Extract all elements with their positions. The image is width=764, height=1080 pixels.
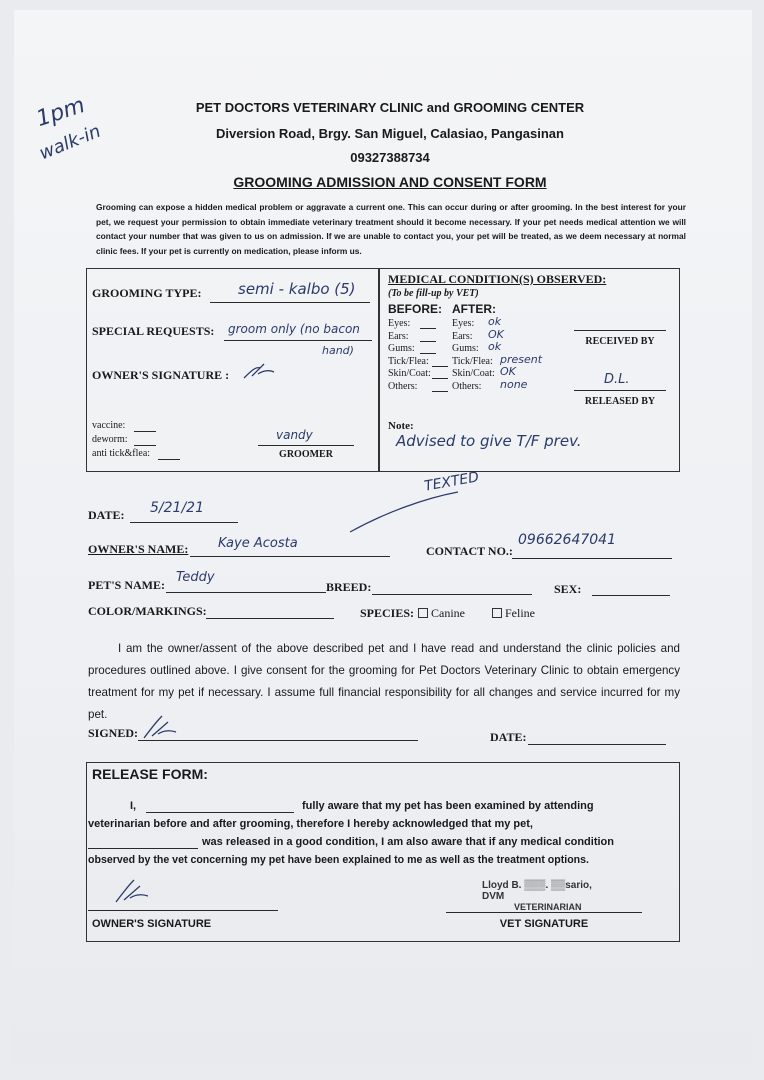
owner-name-value: Kaye Acosta xyxy=(218,536,298,551)
vet-sig-label: VET SIGNATURE xyxy=(499,918,589,930)
medical-title: MEDICAL CONDITION(S) OBSERVED: xyxy=(388,272,607,286)
date-label: DATE: xyxy=(88,508,125,522)
before-line-5 xyxy=(432,391,448,392)
released-line xyxy=(574,390,666,391)
contact-line xyxy=(512,558,672,559)
species-feline[interactable] xyxy=(492,606,535,621)
signed-label: SIGNED: xyxy=(88,726,139,740)
after-label-4: Skin/Coat: xyxy=(452,368,495,379)
before-label-2: Gums: xyxy=(388,343,415,354)
after-label-0: Eyes: xyxy=(452,318,475,329)
canine-label: Canine xyxy=(431,606,465,620)
released-initials: D.L. xyxy=(604,372,630,387)
before-label-0: Eyes: xyxy=(388,318,411,329)
after-value-2: ok xyxy=(488,340,502,353)
before-line-1 xyxy=(420,341,436,342)
after-header: AFTER: xyxy=(452,302,496,316)
antitick-line xyxy=(158,459,180,460)
margin-note-time: 1pm xyxy=(33,92,89,133)
after-value-3: present xyxy=(500,352,543,366)
grooming-type-line xyxy=(210,302,370,303)
special-requests-value-cont: hand) xyxy=(322,344,354,357)
breed-line xyxy=(372,594,532,595)
after-value-1: OK xyxy=(488,327,504,341)
color-label: COLOR/MARKINGS: xyxy=(88,604,207,618)
groomer-label: GROOMER xyxy=(279,449,333,460)
vaccine-label: vaccine: xyxy=(92,420,126,431)
intro-paragraph: Grooming can expose a hidden medical problem or aggravate a current one. This can occur during or after grooming. In the best interest for your pet, we request your permission to obtain immediate veterinary treatment should it become necessary. If your pet needs medical attention we will contact your number that was given to us on admission. If we are unable to contact you, your pet will be treated, as we deem necessary at normal clinic fees. If your pet is currently on medication, please inform us. xyxy=(96,202,686,256)
release-owner-line xyxy=(88,910,278,911)
owner-name-line xyxy=(190,556,390,557)
release-line3: was released in a good condition, I am also aware that if any medical condition xyxy=(202,836,614,848)
release-title: RELEASE FORM: xyxy=(92,766,208,782)
signed-signature-mark xyxy=(140,712,180,742)
medical-subtitle: (To be fill-up by VET) xyxy=(388,288,479,299)
grooming-type-value: semi - kalbo (5) xyxy=(238,280,356,298)
after-value-4: OK xyxy=(500,365,516,378)
pet-name-line xyxy=(166,592,326,593)
after-label-1: Ears: xyxy=(452,330,473,342)
note-value: Advised to give T/F prev. xyxy=(396,432,582,450)
contact-value: 09662647041 xyxy=(518,532,616,548)
vet-stamp: Lloyd B. ▒▒▒. ▒▒sario, DVM VETERINARIAN xyxy=(482,880,592,912)
clinic-address: Diversion Road, Brgy. San Miguel, Calasiao, Pangasinan xyxy=(216,126,564,141)
release-owner-sig-label: OWNER'S SIGNATURE xyxy=(92,918,212,930)
date-line xyxy=(130,522,238,523)
special-requests-label: SPECIAL REQUESTS: xyxy=(92,324,215,338)
vaccine-line xyxy=(134,431,156,432)
received-line xyxy=(574,330,666,331)
after-value-0: ok xyxy=(488,315,502,328)
before-line-0 xyxy=(420,328,436,329)
before-label-1: Ears: xyxy=(388,330,409,342)
signed-line xyxy=(138,740,418,741)
special-requests-value: groom only (no bacon xyxy=(228,322,360,336)
release-line2: veterinarian before and after grooming, therefore I hereby acknowledged that my pet, xyxy=(88,818,533,830)
feline-checkbox[interactable] xyxy=(492,608,502,618)
contact-label: CONTACT NO.: xyxy=(426,544,513,558)
before-label-4: Skin/Coat: xyxy=(388,368,431,379)
color-line xyxy=(206,618,334,619)
species-label: SPECIES: xyxy=(360,606,415,620)
after-label-3: Tick/Flea: xyxy=(452,355,493,367)
pet-name-value: Teddy xyxy=(176,570,215,585)
date2-line xyxy=(528,744,666,745)
date2-label: DATE: xyxy=(490,730,527,744)
sex-label: SEX: xyxy=(554,582,582,596)
release-line1: fully aware that my pet has been examined by attending xyxy=(302,800,594,812)
after-label-2: Gums: xyxy=(452,343,479,354)
consent-paragraph: I am the owner/assent of the above described pet and I have read and understand the clinic policies and procedures outlined above. I give consent for the grooming for Pet Doctors Veterinary Clinic to obtain emergency treatment for my pet if necessary. I assume full financial responsibility for all changes and service incurred for my pet. xyxy=(88,642,680,721)
form-title: GROOMING ADMISSION AND CONSENT FORM xyxy=(233,174,547,190)
note-label: Note: xyxy=(388,420,414,432)
received-by-label: RECEIVED BY xyxy=(585,336,655,347)
release-line4: observed by the vet concerning my pet have been explained to me as well as the treatment options. xyxy=(88,854,589,866)
before-label-3: Tick/Flea: xyxy=(388,355,429,367)
before-header: BEFORE: xyxy=(388,302,442,316)
groomer-line xyxy=(258,445,354,446)
owner-name-label: OWNER'S NAME: xyxy=(88,542,189,556)
texted-stroke xyxy=(346,486,466,536)
before-line-2 xyxy=(420,353,436,354)
before-line-3 xyxy=(432,366,448,367)
breed-label: BREED: xyxy=(326,580,372,594)
before-label-5: Others: xyxy=(388,380,418,392)
pet-name-label: PET'S NAME: xyxy=(88,578,166,592)
release-i-label: I, xyxy=(130,800,137,812)
release-owner-signature-mark xyxy=(112,876,152,906)
clinic-name: PET DOCTORS VETERINARY CLINIC and GROOMING CENTER xyxy=(195,100,585,115)
owner-signature-label: OWNER'S SIGNATURE : xyxy=(92,368,230,382)
margin-note-walkin: walk-in xyxy=(36,120,104,165)
groomer-name: vandy xyxy=(276,428,313,442)
release-name-line xyxy=(146,812,294,813)
clinic-phone: 09327388734 xyxy=(350,150,430,165)
feline-label: Feline xyxy=(505,606,535,620)
canine-checkbox[interactable] xyxy=(418,608,428,618)
after-value-5: none xyxy=(500,377,528,391)
owner-signature-mark xyxy=(240,362,280,382)
date-value: 5/21/21 xyxy=(150,500,204,516)
grooming-type-label: GROOMING TYPE: xyxy=(92,286,202,300)
after-label-5: Others: xyxy=(452,380,482,392)
before-line-4 xyxy=(432,378,448,379)
deworm-line xyxy=(134,445,156,446)
species-canine[interactable] xyxy=(418,606,465,621)
released-by-label: RELEASED BY xyxy=(584,396,656,407)
special-requests-line xyxy=(224,340,372,341)
antitick-label: anti tick&flea: xyxy=(92,448,151,459)
release-pet-line xyxy=(88,848,198,849)
deworm-label: deworm: xyxy=(92,434,128,445)
vet-sig-line xyxy=(446,912,642,913)
texted-annotation: TEXTED xyxy=(423,469,481,495)
sex-line xyxy=(592,595,670,596)
